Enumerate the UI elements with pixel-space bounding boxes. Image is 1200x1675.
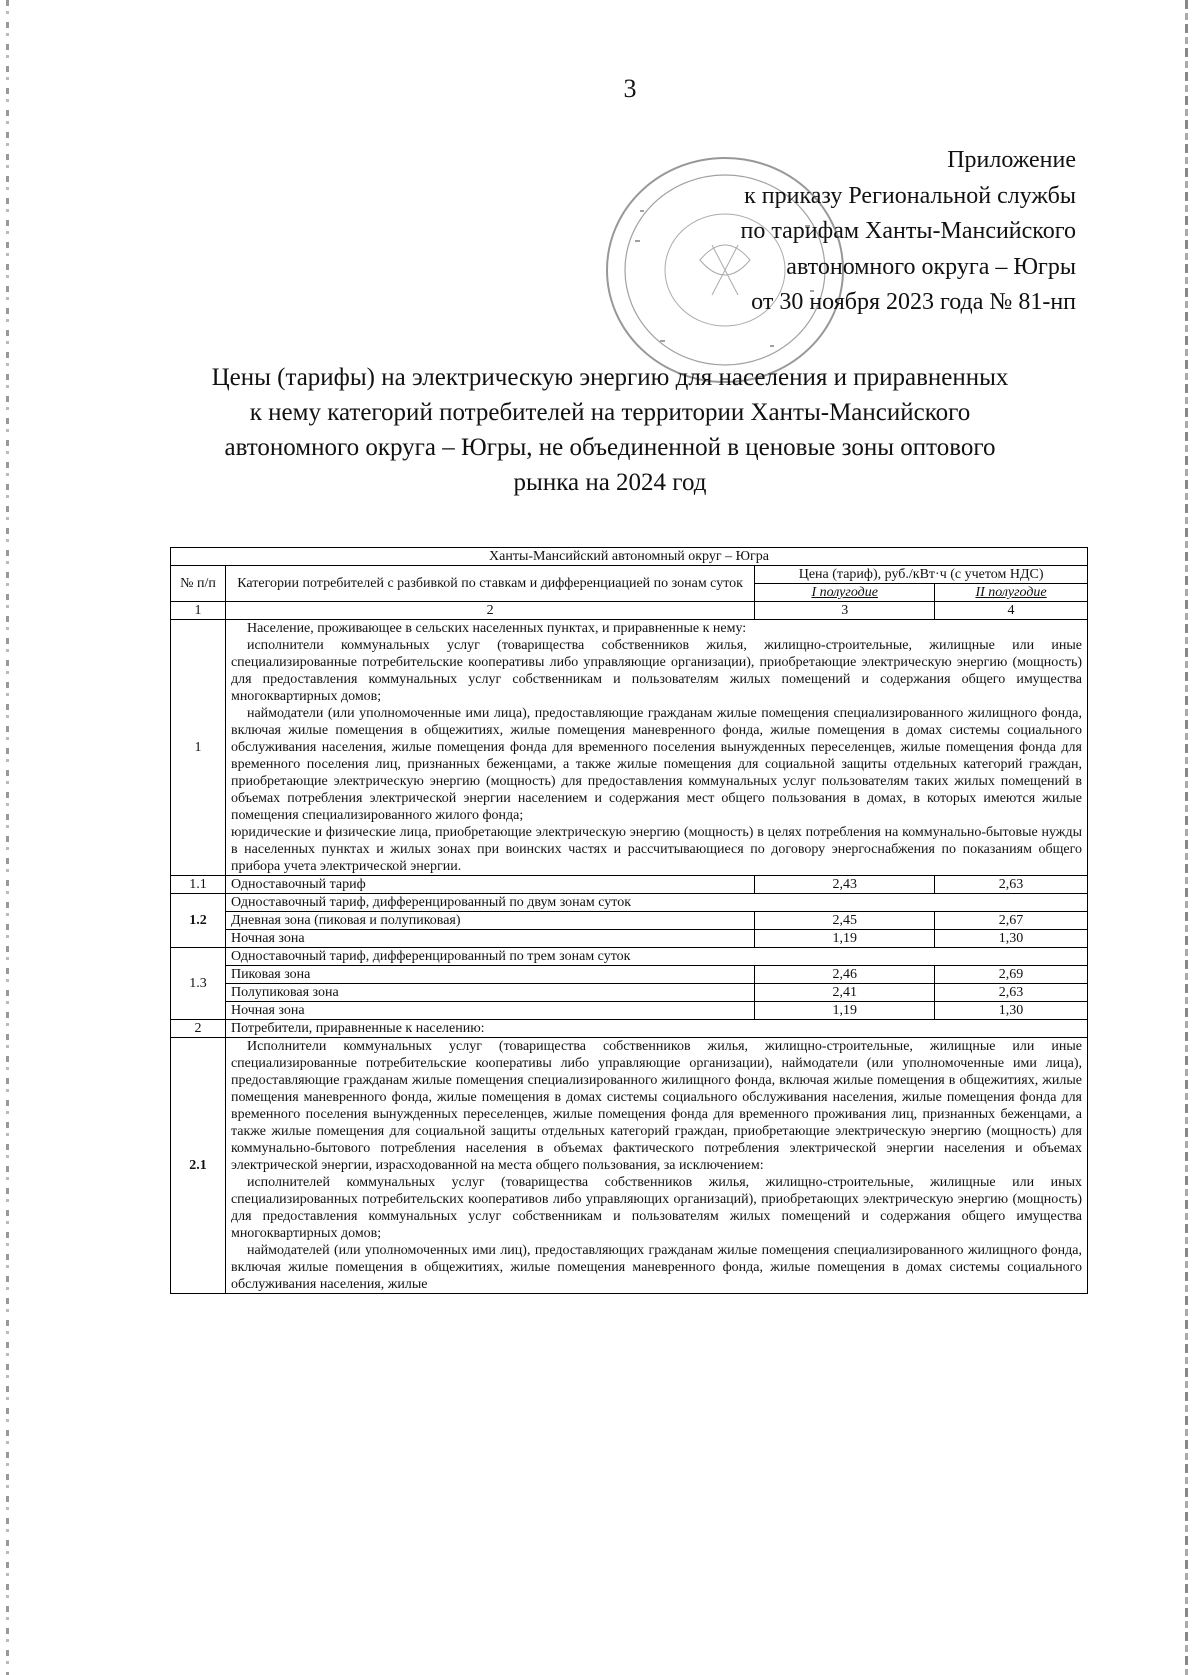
col-header-number: № п/п — [171, 566, 226, 602]
table-row — [171, 984, 1088, 1002]
description-paragraph: юридические и физические лица, приобретающие электрическую энергию (мощность) в целях потребления на коммунально-бытовые нужды в населенных пунктах и жилых зонах при воинских частях и рассчитывающиеся по договору энергоснабжения по показаниям общего прибора учета электрической энергии. — [230, 825, 1082, 874]
tariff-value-h2: 2,63 — [935, 984, 1088, 1002]
column-number-4: 4 — [935, 602, 1088, 620]
column-number-2: 2 — [225, 602, 754, 620]
tariff-value-h1: 2,45 — [755, 912, 935, 930]
description-paragraph: Население, проживающее в сельских населенных пунктах, и приравненные к нему: — [246, 621, 747, 636]
col-header-price: Цена (тариф), руб./кВт·ч (с учетом НДС) — [755, 566, 1088, 584]
appendix-line-1: Приложение — [947, 147, 1076, 173]
column-number-3: 3 — [755, 602, 935, 620]
table-row — [171, 1038, 1088, 1294]
tariff-table — [170, 547, 1088, 1294]
col-header-category: Категории потребителей с разбивкой по ставкам и дифференциацией по зонам суток — [225, 566, 754, 602]
scan-edge-right — [1185, 0, 1188, 1675]
appendix-line-4: автономного округа – Югры — [786, 253, 1076, 280]
table-row — [171, 930, 1088, 948]
region-header: Ханты-Мансийский автономный округ – Югра — [171, 548, 1088, 566]
table-row — [171, 620, 1088, 876]
tariff-value-h1: 1,19 — [755, 1002, 935, 1020]
tariff-value-h2: 1,30 — [935, 930, 1088, 948]
column-number-row — [171, 602, 1088, 620]
col-header-first-half: I полугодие — [755, 584, 935, 602]
table-row — [171, 912, 1088, 930]
tariff-label: Полупиковая зона — [225, 984, 754, 1002]
description-paragraph: наймодатели (или уполномоченные ими лица), предоставляющие гражданам жилые помещения специализированного жилищного фонда, включая жилые помещения в общежитиях, жилые помещения маневренного фонда, жилые помещения в домах системы социального обслуживания населения, жилые помещения фонда для временного поселения вынужденных переселенцев, жилые помещения фонда для временного поселения лиц, признанных беженцами, а также жилые помещения для социальной защиты отдельных категорий граждан, приобретающие электрическую энергию (мощность) для предоставления коммунальных услуг пользователям таких жилых помещений в объемах потребления электрической энергии населением и содержания мест общего пользования в домах, в которых имеются жилые помещения специализированного жилого фонда; — [230, 706, 1082, 823]
tariff-label: Ночная зона — [225, 1002, 754, 1020]
tariff-group-heading: Одноставочный тариф, дифференцированный по трем зонам суток — [225, 948, 1087, 966]
tariff-value-h1: 2,41 — [755, 984, 935, 1002]
description-paragraph: Исполнители коммунальных услуг (товарищества собственников жилья, жилищно-строительные, жилищные или иные специализированные потребительские кооперативы либо управляющие организации), наймодатели (или уполномоченные ими лица), предоставляющие гражданам жилые помещения специализированного жилищного фонда, включая жилые помещения в общежитиях, жилые помещения маневренного фонда, жилые помещения в домах системы социального обслуживания населения, жилые помещения фонда для временного поселения вынужденных переселенцев, жилые помещения фонда для временного проживания лиц, признанных беженцами, а также жилые помещения для социальной защиты отдельных категорий граждан, приобретающие электрическую энергию (мощность) для коммунально-бытового потребления населения в объемах фактического потребления электрической энергии населения и объемах электрической энергии, израсходованной на места общего пользования, за исключением: — [230, 1039, 1082, 1173]
tariff-value-h1: 1,19 — [755, 930, 935, 948]
table-row — [171, 1020, 1088, 1038]
scan-edge-left — [6, 0, 9, 1675]
col-header-second-half: II полугодие — [935, 584, 1088, 602]
row-number: 1.3 — [171, 948, 226, 1020]
tariff-value-h2: 2,67 — [935, 912, 1088, 930]
description-paragraph: исполнители коммунальных услуг (товарищества собственников жилья, жилищно-строительные, жилищные или иные специализированные потребительские кооперативы либо управляющие организации), приобретающие электрическую энергию (мощность) для предоставления коммунальных услуг собственникам и пользователям жилых помещений и содержания общего имущества многоквартирных домов; — [230, 638, 1082, 704]
category-description — [225, 620, 1087, 876]
tariff-label: Пиковая зона — [225, 966, 754, 984]
table-header-row — [171, 566, 1088, 584]
tariff-label: Ночная зона — [225, 930, 754, 948]
tariff-value-h1: 2,46 — [755, 966, 935, 984]
appendix-line-5: от 30 ноября 2023 года № 81-нп — [751, 289, 1076, 315]
table-row — [171, 1002, 1088, 1020]
table-row — [171, 948, 1088, 966]
section-label: Потребители, приравненные к населению: — [225, 1020, 1087, 1038]
tariff-value-h2: 2,63 — [935, 876, 1088, 894]
appendix-block — [741, 143, 1076, 321]
tariff-label: Одноставочный тариф — [225, 876, 754, 894]
tariff-value-h2: 1,30 — [935, 1002, 1088, 1020]
tariff-group-heading: Одноставочный тариф, дифференцированный по двум зонам суток — [225, 894, 1087, 912]
title-line-3: автономного округа – Югры, не объединенной в ценовые зоны оптового — [224, 434, 996, 461]
title-line-4: рынка на 2024 год — [513, 469, 707, 496]
table-row — [171, 966, 1088, 984]
table-row — [171, 894, 1088, 912]
title-line-2: к нему категорий потребителей на территории Ханты-Мансийского — [249, 399, 971, 426]
row-number: 1.1 — [171, 876, 226, 894]
title-line-1: Цены (тарифы) на электрическую энергию для населения и приравненных — [211, 364, 1009, 391]
appendix-line-3: по тарифам Ханты-Мансийского — [740, 218, 1076, 244]
row-number: 2.1 — [171, 1038, 226, 1294]
tariff-label: Дневная зона (пиковая и полупиковая) — [225, 912, 754, 930]
page-number: 3 — [623, 74, 637, 103]
tariff-value-h2: 2,69 — [935, 966, 1088, 984]
description-paragraph: наймодателей (или уполномоченных ими лиц), предоставляющих гражданам жилые помещения специализированного жилищного фонда, включая жилые помещения в общежитиях, жилые помещения маневренного фонда, жилые помещения в домах системы социального обслуживания населения, жилые — [230, 1243, 1082, 1292]
column-number-1: 1 — [171, 602, 226, 620]
row-number: 1.2 — [171, 894, 226, 948]
tariff-value-h1: 2,43 — [755, 876, 935, 894]
category-description — [225, 1038, 1087, 1294]
row-number: 2 — [171, 1020, 226, 1038]
table-region-row — [171, 548, 1088, 566]
table-row — [171, 876, 1088, 894]
document-title — [160, 360, 1060, 500]
row-number: 1 — [171, 620, 226, 876]
appendix-line-2: к приказу Региональной службы — [744, 182, 1076, 209]
description-paragraph: исполнителей коммунальных услуг (товарищества собственников жилья, жилищно-строительные, жилищные или иных специализированных потребительских кооперативов либо управляющих организаций), приобретающих электрическую энергию (мощность) для предоставления коммунальных услуг собственникам и пользователям жилых помещений и содержания общего имущества многоквартирных домов; — [230, 1175, 1082, 1241]
